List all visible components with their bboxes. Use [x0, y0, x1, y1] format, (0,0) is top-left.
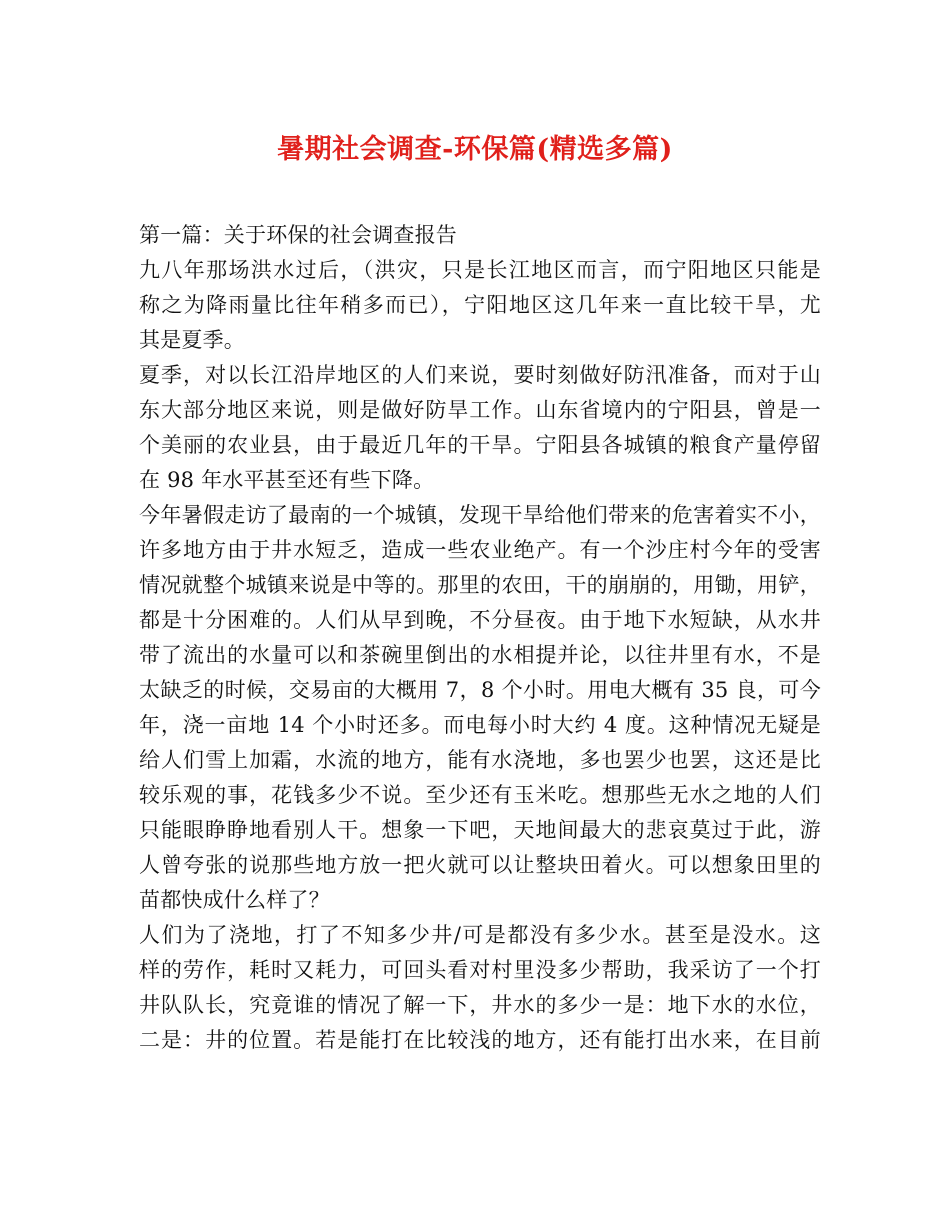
text-line: 许多地方由于井水短乏，造成一些农业绝产。有一个沙庄村今年的受害 — [139, 538, 821, 562]
text-line: 年，浇一亩地 14 个小时还多。而电每小时大约 4 度。这种情况无疑是 — [139, 713, 821, 737]
text-line: 九八年那场洪水过后，（洪灾，只是长江地区而言，而宁阳地区只能是 — [139, 258, 821, 282]
text-line: 带了流出的水量可以和茶碗里倒出的水相提并论，以往井里有水，不是 — [139, 643, 821, 667]
text-line: 东大部分地区来说，则是做好防旱工作。山东省境内的宁阳县，曾是一 — [139, 398, 821, 422]
text-line: 苗都快成什么样了？ — [139, 888, 330, 912]
text-line: 称之为降雨量比往年稍多而已），宁阳地区这几年来一直比较干旱，尤 — [139, 293, 821, 317]
document-body — [139, 218, 821, 1058]
text-line: 人曾夸张的说那些地方放一把火就可以让整块田着火。可以想象田里的 — [139, 853, 821, 877]
text-line: 情况就整个城镇来说是中等的。那里的农田，干的崩崩的，用锄，用铲， — [139, 573, 821, 597]
document-title: 暑期社会调查-环保篇(精选多篇) — [277, 134, 673, 165]
text-line: 太缺乏的时候，交易亩的大概用 7，8 个小时。用电大概有 35 良，可今 — [139, 678, 821, 702]
text-line: 较乐观的事，花钱多少不说。至少还有玉米吃。想那些无水之地的人们 — [139, 783, 821, 807]
text-line: 只能眼睁睁地看别人干。想象一下吧，天地间最大的悲哀莫过于此，游 — [139, 818, 821, 842]
text-line: 第一篇：关于环保的社会调查报告 — [139, 223, 457, 247]
text-line: 其是夏季。 — [139, 328, 245, 352]
text-line: 样的劳作，耗时又耗力，可回头看对村里没多少帮助，我采访了一个打 — [139, 958, 821, 982]
text-line: 井队队长，究竟谁的情况了解一下，井水的多少一是：地下水的水位， — [139, 993, 821, 1017]
text-line: 今年暑假走访了最南的一个城镇，发现干旱给他们带来的危害着实不小， — [139, 503, 821, 527]
text-line: 人们为了浇地，打了不知多少井/可是都没有多少水。甚至是没水。这 — [139, 923, 821, 947]
text-line: 给人们雪上加霜，水流的地方，能有水浇地，多也罢少也罢，这还是比 — [139, 748, 821, 772]
text-line: 二是：井的位置。若是能打在比较浅的地方，还有能打出水来，在目前 — [139, 1028, 821, 1052]
text-line: 在 98 年水平甚至还有些下降。 — [139, 468, 435, 492]
text-line: 夏季，对以长江沿岸地区的人们来说，要时刻做好防汛准备，而对于山 — [139, 363, 821, 387]
text-line: 都是十分困难的。人们从早到晚，不分昼夜。由于地下水短缺，从水井 — [139, 608, 821, 632]
text-line: 个美丽的农业县，由于最近几年的干旱。宁阳县各城镇的粮食产量停留 — [139, 433, 821, 457]
